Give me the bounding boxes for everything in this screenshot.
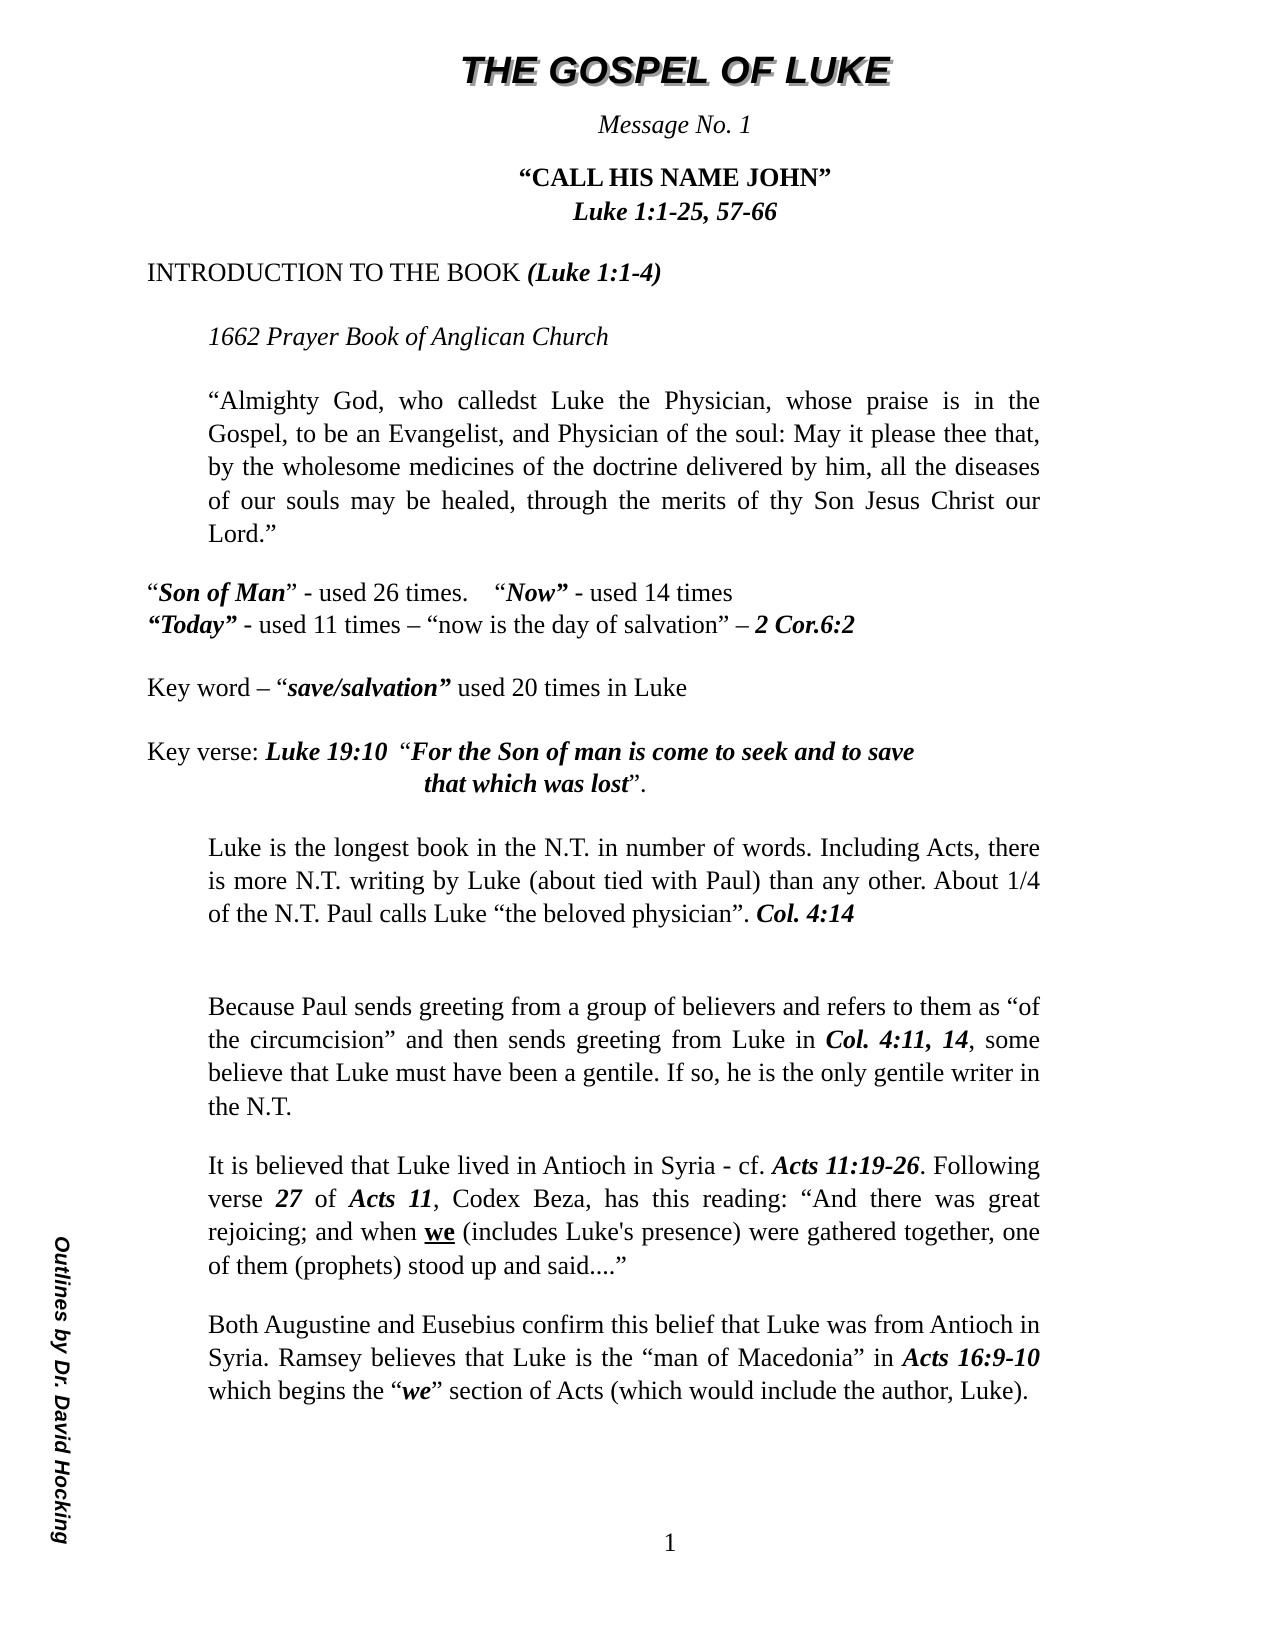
son-of-man-term: Son of Man bbox=[158, 578, 286, 607]
paragraph-antioch bbox=[208, 1149, 1040, 1282]
paragraph-4-text-c: ” section of Acts (which would include the author, Luke). bbox=[431, 1376, 1029, 1406]
paragraph-gentile bbox=[208, 990, 1040, 1123]
now-open-quote: “ bbox=[494, 578, 506, 607]
son-of-man-count: ” - used 26 times. bbox=[285, 578, 469, 607]
key-verse-open-quote: “ bbox=[399, 737, 411, 766]
message-title: “CALL HIS NAME JOHN” bbox=[518, 163, 832, 192]
paragraph-2-text-b: , some believe that Luke must have been a gentile. If so, he is the only gentile writer in the N.T. bbox=[208, 1025, 1040, 1121]
key-word-count: used 20 times in Luke bbox=[451, 673, 688, 702]
paragraph-3-text-d: , Codex Beza, has this reading: “And there was great rejoicing; and when bbox=[208, 1184, 1040, 1247]
paragraph-2-ref: Col. 4:11, 14 bbox=[825, 1025, 969, 1055]
paragraph-3-we: we bbox=[424, 1217, 455, 1247]
paragraph-3-text-b: . Following verse bbox=[208, 1151, 1040, 1214]
intro-heading-text: INTRODUCTION TO THE BOOK bbox=[147, 258, 527, 287]
paragraph-3-ref-2: 27 bbox=[275, 1184, 302, 1214]
page-number: 1 bbox=[663, 1528, 677, 1557]
now-count: - used 14 times bbox=[568, 578, 733, 607]
today-ref: 2 Cor.6:2 bbox=[755, 610, 855, 639]
prayer-quote: “Almighty God, who calledst Luke the Physician, whose praise is in the Gospel, to be an Evangelist, and Physician of the soul: May it please thee that, by the wholesome medicines of the doctrine delivered by him, all the diseases of our souls may be healed, through the merits of thy Son Jesus Christ our Lord.” bbox=[208, 386, 1040, 548]
paragraph-4-ref: Acts 16:9-10 bbox=[902, 1343, 1040, 1373]
paragraph-4-we: we bbox=[402, 1376, 432, 1406]
key-word-term: save/salvation” bbox=[287, 673, 452, 702]
now-term: Now” bbox=[505, 578, 569, 607]
word-count-line-2 bbox=[147, 608, 855, 641]
paragraph-3-text-a: It is believed that Luke lived in Antioch in Syria - cf. bbox=[208, 1151, 773, 1180]
key-verse-label: Key verse: bbox=[147, 737, 266, 766]
today-term: “Today” bbox=[147, 610, 238, 639]
paragraph-augustine bbox=[208, 1308, 1040, 1408]
key-verse-text-2: that which was lost bbox=[424, 769, 629, 798]
author-credit: Outlines by Dr. David Hocking bbox=[50, 1236, 73, 1545]
paragraph-longest-book bbox=[208, 831, 1040, 931]
key-verse-close-quote: ”. bbox=[628, 769, 647, 798]
prayer-source: 1662 Prayer Book of Anglican Church bbox=[208, 322, 609, 351]
paragraph-3-ref-3: Acts 11 bbox=[349, 1184, 433, 1214]
intro-heading bbox=[147, 256, 662, 289]
message-number: Message No. 1 bbox=[598, 110, 752, 139]
intro-heading-ref: (Luke 1:1-4) bbox=[526, 258, 662, 287]
message-reference: Luke 1:1-25, 57-66 bbox=[572, 197, 778, 226]
key-word-label: Key word – “ bbox=[147, 673, 288, 702]
key-verse-line bbox=[147, 735, 914, 768]
key-word-line bbox=[147, 671, 687, 704]
key-verse-ref: Luke 19:10 bbox=[265, 737, 388, 766]
paragraph-3-ref-1: Acts 11:19-26 bbox=[772, 1151, 920, 1180]
paragraph-4-text-b: which begins the “ bbox=[208, 1376, 403, 1406]
paragraph-2-text-a: Because Paul sends greeting from a group of believers and refers to them as “of the circumcision” and then sends greeting from Luke in bbox=[208, 992, 1040, 1055]
paragraph-3-text-e: (includes Luke's presence) were gathered together, one of them (prophets) stood up and said....” bbox=[208, 1217, 1040, 1280]
document-title: THE GOSPEL OF LUKE bbox=[459, 50, 891, 92]
key-verse-line-2 bbox=[424, 767, 647, 800]
word-count-line-1 bbox=[147, 576, 733, 609]
paragraph-1-text: Luke is the longest book in the N.T. in number of words. Including Acts, there is more N.T. writing by Luke (about tied with Paul) than any other. About 1/4 of the N.T. Paul calls Luke “the beloved physician”. bbox=[208, 833, 1040, 929]
son-open-quote: “ bbox=[147, 578, 159, 607]
paragraph-3-text-c: of bbox=[301, 1184, 350, 1214]
key-verse-text-1: For the Son of man is come to seek and to save bbox=[411, 737, 915, 766]
paragraph-4-text-a: Both Augustine and Eusebius confirm this belief that Luke was from Antioch in Syria. Ramsey believes that Luke is the “man of Macedonia” in bbox=[208, 1310, 1040, 1373]
today-count: - used 11 times – “now is the day of salvation” – bbox=[237, 610, 756, 639]
author-sidebar bbox=[50, 1236, 93, 1545]
paragraph-1-ref: Col. 4:14 bbox=[756, 899, 855, 929]
